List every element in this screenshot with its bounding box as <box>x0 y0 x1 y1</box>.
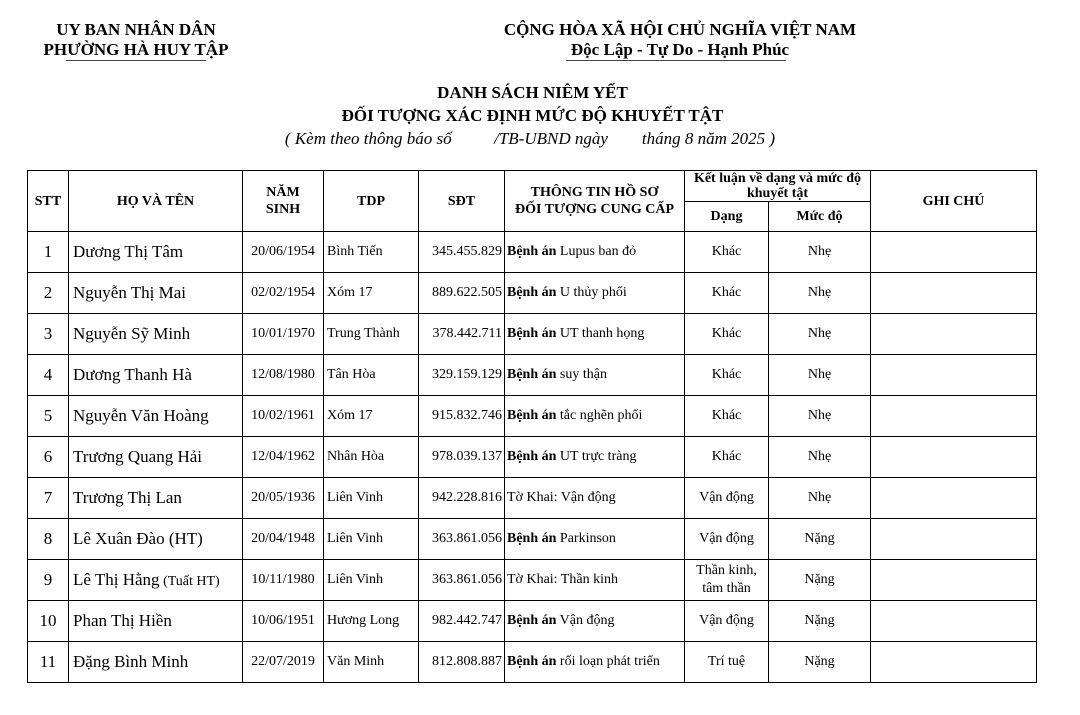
cell-dang: Vận động <box>685 478 769 519</box>
person-name: Nguyễn Sỹ Minh <box>73 324 191 343</box>
cell-name <box>69 519 243 560</box>
info-text: tắc nghẽn phổi <box>556 408 643 423</box>
cell-info <box>505 232 685 273</box>
info-text: rối loạn phát triển <box>556 654 660 669</box>
cell-info <box>505 519 685 560</box>
cell-muc-do: Nhẹ <box>769 355 871 396</box>
cell-info <box>505 314 685 355</box>
header-dang: Dạng <box>685 202 769 232</box>
header-dob <box>243 171 324 232</box>
person-name: Phan Thị Hiền <box>73 611 172 630</box>
cell-dob: 12/04/1962 <box>243 437 324 478</box>
cell-info <box>505 642 685 683</box>
info-label: Bệnh án <box>507 326 557 341</box>
person-name: Dương Thanh Hà <box>73 365 192 384</box>
agency-line-1: UY BAN NHÂN DÂN <box>56 20 216 39</box>
cell-name <box>69 355 243 396</box>
cell-name <box>69 560 243 601</box>
national-line-1: CỘNG HÒA XÃ HỘI CHỦ NGHĨA VIỆT NAM <box>503 20 857 39</box>
cell-muc-do: Nặng <box>769 642 871 683</box>
cell-stt: 1 <box>28 232 69 273</box>
table-row <box>28 437 1037 478</box>
cell-ghi-chu <box>871 396 1037 437</box>
cell-sdt: 978.039.137 <box>419 437 505 478</box>
cell-tdp: Nhân Hòa <box>324 437 419 478</box>
cell-muc-do: Nhẹ <box>769 232 871 273</box>
info-label: Bệnh án <box>507 244 557 259</box>
info-label: Bệnh án <box>507 408 557 423</box>
info-label: Bệnh án <box>507 285 557 300</box>
info-text: Vận động <box>556 613 615 628</box>
cell-stt: 11 <box>28 642 69 683</box>
cell-tdp: Liên Vinh <box>324 519 419 560</box>
info-label: Bệnh án <box>507 367 557 382</box>
national-line-2: Độc Lập - Tự Do - Hạnh Phúc <box>570 40 790 59</box>
cell-dang: Khác <box>685 314 769 355</box>
agency-line-2: PHƯỜNG HÀ HUY TẬP <box>43 40 229 59</box>
cell-name <box>69 642 243 683</box>
info-text: Lupus ban đỏ <box>556 244 637 259</box>
cell-name <box>69 396 243 437</box>
person-name: Trương Quang Hải <box>73 447 203 466</box>
info-text: suy thận <box>556 367 607 382</box>
cell-muc-do: Nặng <box>769 560 871 601</box>
cell-dang: Vận động <box>685 601 769 642</box>
cell-name <box>69 273 243 314</box>
cell-name <box>69 478 243 519</box>
cell-muc-do: Nặng <box>769 519 871 560</box>
subtitle-part-1: ( Kèm theo thông báo số <box>284 129 452 148</box>
subtitle-part-2: /TB-UBND ngày <box>494 129 608 148</box>
cell-ghi-chu <box>871 601 1037 642</box>
cell-ghi-chu <box>871 314 1037 355</box>
table-row <box>28 519 1037 560</box>
agency-underline <box>66 60 206 61</box>
cell-info <box>505 478 685 519</box>
person-name: Lê Xuân Đào (HT) <box>73 529 203 548</box>
cell-ghi-chu <box>871 478 1037 519</box>
table-row <box>28 232 1037 273</box>
cell-dob: 22/07/2019 <box>243 642 324 683</box>
cell-dang: Thần kinh, tâm thần <box>685 560 769 601</box>
header-info-line-1: THÔNG TIN HỒ SƠ <box>530 185 659 200</box>
cell-name <box>69 437 243 478</box>
cell-tdp: Trung Thành <box>324 314 419 355</box>
cell-stt: 10 <box>28 601 69 642</box>
header-dob-line-1: NĂM <box>266 185 300 200</box>
cell-muc-do: Nhẹ <box>769 478 871 519</box>
info-label: Bệnh án <box>507 613 557 628</box>
cell-tdp: Tân Hòa <box>324 355 419 396</box>
table-row <box>28 642 1037 683</box>
cell-tdp: Xóm 17 <box>324 273 419 314</box>
cell-ghi-chu <box>871 642 1037 683</box>
person-name: Trương Thị Lan <box>73 488 182 507</box>
info-text: Tờ Khai: Vận động <box>507 490 616 505</box>
cell-stt: 2 <box>28 273 69 314</box>
cell-dob: 02/02/1954 <box>243 273 324 314</box>
header-stt: STT <box>28 171 69 232</box>
cell-name <box>69 601 243 642</box>
national-header <box>470 20 890 60</box>
cell-ghi-chu <box>871 232 1037 273</box>
header-dob-line-2: SINH <box>265 202 301 217</box>
person-name: Lê Thị Hằng <box>73 570 160 589</box>
info-text: Tờ Khai: Thần kinh <box>507 572 618 587</box>
cell-info <box>505 560 685 601</box>
person-name: Nguyễn Văn Hoàng <box>73 406 209 425</box>
cell-sdt: 345.455.829 <box>419 232 505 273</box>
header-name: HỌ VÀ TÊN <box>69 171 243 232</box>
cell-info <box>505 273 685 314</box>
cell-ghi-chu <box>871 519 1037 560</box>
cell-sdt: 363.861.056 <box>419 519 505 560</box>
cell-stt: 5 <box>28 396 69 437</box>
cell-info <box>505 437 685 478</box>
cell-stt: 6 <box>28 437 69 478</box>
cell-ghi-chu <box>871 273 1037 314</box>
header-info <box>505 171 685 232</box>
cell-ghi-chu <box>871 437 1037 478</box>
cell-name <box>69 314 243 355</box>
cell-tdp: Văn Minh <box>324 642 419 683</box>
cell-tdp: Bình Tiến <box>324 232 419 273</box>
cell-dob: 20/04/1948 <box>243 519 324 560</box>
cell-ghi-chu <box>871 560 1037 601</box>
cell-muc-do: Nhẹ <box>769 273 871 314</box>
cell-tdp: Liên Vinh <box>324 560 419 601</box>
info-label: Bệnh án <box>507 654 557 669</box>
cell-dang: Khác <box>685 273 769 314</box>
cell-dang: Khác <box>685 437 769 478</box>
cell-tdp: Liên Vinh <box>324 478 419 519</box>
disability-list-table <box>27 170 1037 683</box>
cell-dang: Vận động <box>685 519 769 560</box>
cell-dob: 10/02/1961 <box>243 396 324 437</box>
person-name: Nguyễn Thị Mai <box>73 283 187 302</box>
motto-underline <box>566 60 786 61</box>
cell-stt: 9 <box>28 560 69 601</box>
cell-dob: 10/01/1970 <box>243 314 324 355</box>
document-subtitle <box>0 128 1060 150</box>
cell-info <box>505 396 685 437</box>
person-note: (Tuất HT) <box>159 574 220 589</box>
info-text: U thủy phổi <box>556 285 627 300</box>
table-row <box>28 601 1037 642</box>
cell-muc-do: Nhẹ <box>769 314 871 355</box>
cell-dang: Khác <box>685 232 769 273</box>
cell-muc-do: Nhẹ <box>769 437 871 478</box>
cell-dang: Khác <box>685 396 769 437</box>
header-tdp: TDP <box>324 171 419 232</box>
header-info-line-2: ĐỐI TƯỢNG CUNG CẤP <box>514 202 675 217</box>
info-text: Parkinson <box>556 531 616 546</box>
header-sdt: SĐT <box>419 171 505 232</box>
cell-stt: 3 <box>28 314 69 355</box>
cell-sdt: 915.832.746 <box>419 396 505 437</box>
cell-stt: 7 <box>28 478 69 519</box>
cell-sdt: 982.442.747 <box>419 601 505 642</box>
cell-stt: 4 <box>28 355 69 396</box>
cell-tdp: Hương Long <box>324 601 419 642</box>
cell-muc-do: Nhẹ <box>769 396 871 437</box>
cell-name <box>69 232 243 273</box>
agency-header <box>20 20 252 60</box>
cell-dob: 10/06/1951 <box>243 601 324 642</box>
cell-dang: Trí tuệ <box>685 642 769 683</box>
cell-muc-do: Nặng <box>769 601 871 642</box>
info-text: UT thanh họng <box>556 326 645 341</box>
cell-dob: 10/11/1980 <box>243 560 324 601</box>
cell-sdt: 812.808.887 <box>419 642 505 683</box>
info-label: Bệnh án <box>507 449 557 464</box>
header-muc-do: Mức độ <box>769 202 871 232</box>
cell-stt: 8 <box>28 519 69 560</box>
header-ghi-chu: GHI CHÚ <box>871 171 1037 232</box>
info-text: UT trực tràng <box>556 449 637 464</box>
cell-tdp: Xóm 17 <box>324 396 419 437</box>
person-name: Dương Thị Tâm <box>73 242 184 261</box>
cell-dang: Khác <box>685 355 769 396</box>
table-row <box>28 560 1037 601</box>
cell-sdt: 329.159.129 <box>419 355 505 396</box>
cell-info <box>505 355 685 396</box>
cell-ghi-chu <box>871 355 1037 396</box>
cell-dob: 20/06/1954 <box>243 232 324 273</box>
cell-info <box>505 601 685 642</box>
table-row <box>28 355 1037 396</box>
cell-dob: 12/08/1980 <box>243 355 324 396</box>
cell-sdt: 889.622.505 <box>419 273 505 314</box>
cell-sdt: 942.228.816 <box>419 478 505 519</box>
table-row <box>28 396 1037 437</box>
document-title-1: DANH SÁCH NIÊM YẾT <box>437 83 628 102</box>
table-row <box>28 273 1037 314</box>
cell-sdt: 363.861.056 <box>419 560 505 601</box>
table-row <box>28 478 1037 519</box>
cell-dob: 20/05/1936 <box>243 478 324 519</box>
subtitle-part-3: tháng 8 năm 2025 ) <box>641 129 776 148</box>
person-name: Đặng Bình Minh <box>73 652 189 671</box>
header-ket-luan: Kết luận về dạng và mức độ khuyết tật <box>685 171 871 202</box>
document-title-2: ĐỐI TƯỢNG XÁC ĐỊNH MỨC ĐỘ KHUYẾT TẬT <box>341 106 724 125</box>
info-label: Bệnh án <box>507 531 557 546</box>
table-row <box>28 314 1037 355</box>
cell-sdt: 378.442.711 <box>419 314 505 355</box>
